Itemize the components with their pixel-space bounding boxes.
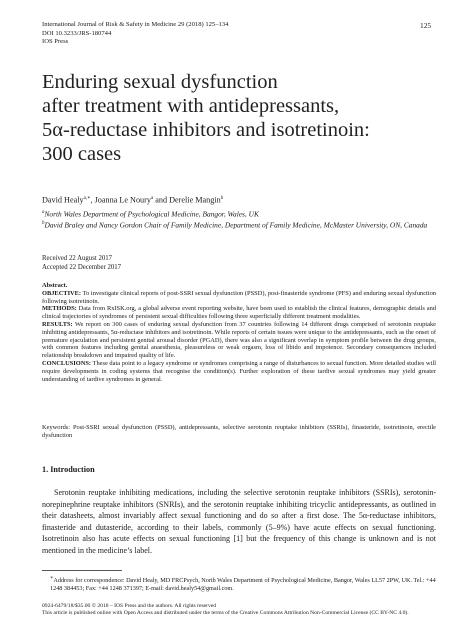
- author-sup: a: [150, 196, 154, 201]
- intro-paragraph: Serotonin reuptake inhibiting medications, including the selective serotonin reuptake inhibitors (SSRIs), serotonin-norepinephrine reuptake inhibitors (SNRIs), and the serotonin reuptake inhibiting tricyclic antidepressants, as outlined in their datasheets, almost invariably affect sexual functioning and do so after a first dose. The 5α-reductase inhibitors, finasteride and dutasteride, according to their labels, commonly (5–9%) have acute effects on sexual functioning. Isotretinoin also has acute effects on sexual functioning [1] but the frequency of this change is unknown and is not mentioned in the medicine’s label.: [42, 488, 436, 555]
- abstract-methods: METHODS: Data from RxISK.org, a global adverse event reporting website, have been used to establish the clinical features, demographic details and clinical trajectories of syndromes of persistent sexual difficulties following three superficially different treatment modalities.: [42, 305, 436, 321]
- affiliation-a: $^a$North Wales Department of Psychological Medicine, Bangor, Wales, UK: [42, 209, 259, 219]
- accepted-date: Accepted 22 December 2017: [42, 264, 122, 272]
- abstract: [42, 282, 436, 383]
- abstract-conclusions: CONCLUSIONS: These data point to a legacy syndrome or syndromes comprising a range of disturbances to sexual function. More detailed studies will require developments in coding systems that recognise the condition(s). Further exploration of these tardive sexual syndromes may yield greater understanding of tardive syndromes in general.: [42, 359, 436, 383]
- correspondence-footnote: ∗Address for correspondence: David Healy, MD FRCPsych, North Wales Department of Psychological Medicine, Bangor, Wales LL57 2PW, UK. Tel.: +44 1248 384453; Fax: +44 1248 371397; E-mail: david.healy54@gmail.com.: [50, 576, 436, 592]
- article-title: [42, 70, 462, 166]
- page-number: 125: [420, 21, 432, 30]
- title-line: 300 cases: [42, 143, 122, 165]
- title-line: after treatment with antidepressants,: [42, 95, 340, 117]
- keywords: Keywords: Post-SSRI sexual dysfunction (PSSD), antidepressants, selective serotonin reuptake inhibitors (SSRIs), finasteride, isotretinoin, erectile dysfunction: [42, 424, 436, 439]
- publisher: IOS Press: [42, 38, 69, 46]
- footnote-divider: [42, 570, 122, 571]
- author-sup: a,∗: [83, 196, 91, 201]
- title-line: 5α-reductase inhibitors and isotretinoin:: [42, 119, 370, 141]
- title-line: Enduring sexual dysfunction: [42, 71, 278, 93]
- article-dates: [42, 254, 121, 273]
- affiliations: [42, 208, 442, 229]
- abstract-heading: Abstract.: [42, 282, 68, 289]
- license-line: This article is published online with Open Access and distributed under the terms of the Creative Commons Attribution Non-Commercial License (CC BY-NC 4.0).: [42, 610, 409, 617]
- section-heading: 1. Introduction: [42, 465, 95, 474]
- doi: DOI 10.3233/JRS-180744: [42, 29, 112, 37]
- author-name: , Joanna Le Noury: [90, 195, 151, 205]
- received-date: Received 22 August 2017: [42, 255, 113, 262]
- copyright-line: 0924-6479/18/$35.00 © 2018 – IOS Press and the authors. All rights reserved: [42, 603, 217, 609]
- journal-citation: International Journal of Risk & Safety in Medicine 29 (2018) 125–134: [42, 21, 229, 28]
- affiliation-b: $^b$David Braley and Nancy Gordon Chair of Family Medicine, Department of Family Medicine, McMaster University, ON, Canada: [42, 220, 428, 230]
- author-sup: b: [220, 196, 224, 201]
- abstract-results: RESULTS: We report on 300 cases of enduring sexual dysfunction from 37 countries following 14 different drugs comprised of serotonin reuptake inhibiting antidepressants, 5α-reductase inhibitors and isotretinoin. While reports of certain issues were unique to the antidepressants, such as the onset of premature ejaculation and persistent genital arousal disorder (PGAD), there was also a significant overlap in symptom profile between the drug groups, with common features including genital anaesthesia, pleasureless or weak orgasm, loss of libido and impotence. Secondary consequences included relationship breakdown and impaired quality of life.: [42, 320, 436, 360]
- abstract-objective: OBJECTIVE: To investigate clinical reports of post-SSRI sexual dysfunction (PSSD), post-finasteride syndrome (PFS) and enduring sexual dysfunction following isotretinoin.: [42, 289, 436, 305]
- author-name: David Healy: [42, 195, 84, 205]
- author-name: and Derelie Mangin: [153, 195, 221, 205]
- copyright-notice: [42, 603, 442, 618]
- journal-header: [42, 21, 228, 47]
- author-list: [42, 195, 223, 205]
